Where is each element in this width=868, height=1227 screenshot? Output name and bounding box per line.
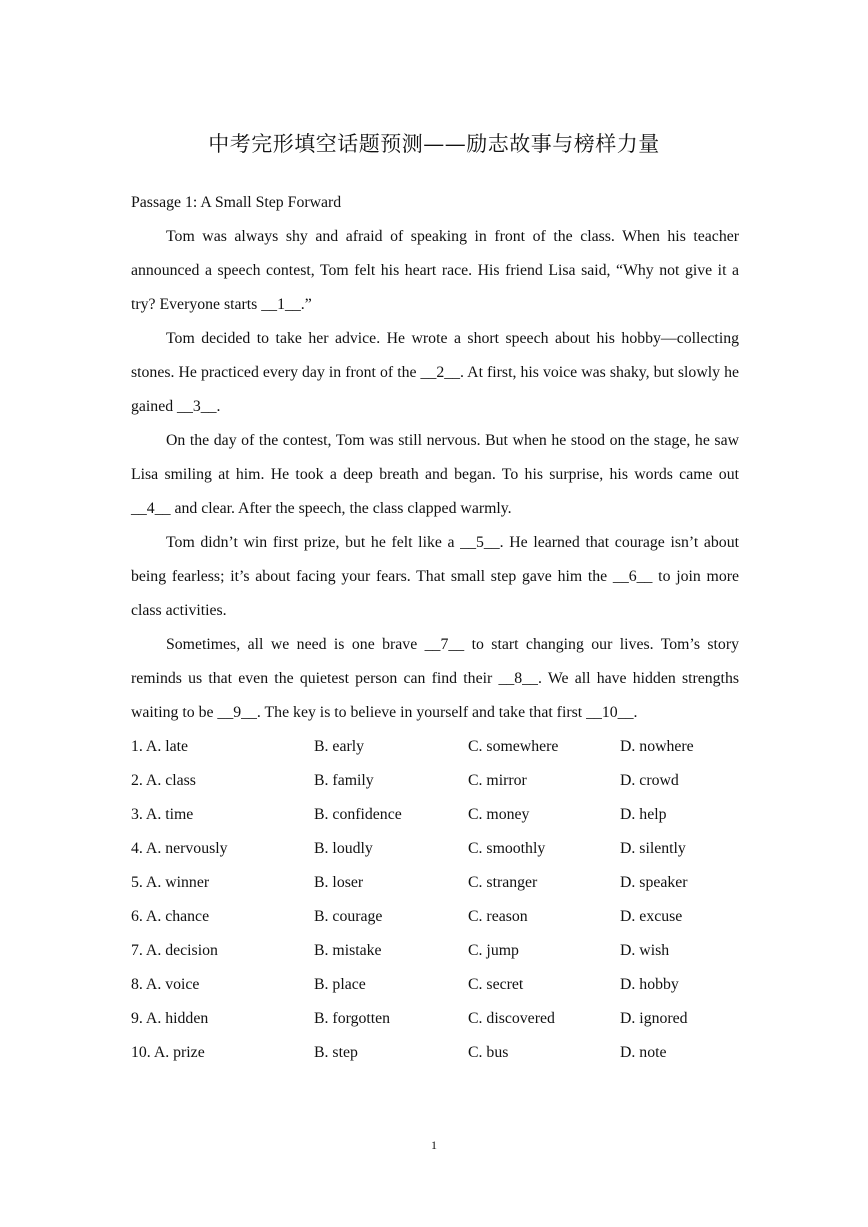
option-b: B. confidence <box>314 806 402 823</box>
option-b: B. step <box>314 1044 358 1061</box>
paragraph-2: Tom decided to take her advice. He wrote a short speech about his hobby—collecting stones. He practiced every day in front of the __2__. At first, his voice was shaky, but slowly he gained __3__. <box>131 330 739 415</box>
paragraph-5: Sometimes, all we need is one brave __7__ to start changing our lives. Tom’s story reminds us that even the quietest person can find their __8__. We all have hidden strengths waiting to be __9__. The key is to believe in yourself and take that first __10__. <box>131 636 739 721</box>
paragraph-4: Tom didn’t win first prize, but he felt like a __5__. He learned that courage isn’t about being fearless; it’s about facing your fears. That small step gave him the __6__ to join more class activities. <box>131 534 739 619</box>
option-d: D. ignored <box>620 1010 688 1027</box>
option-d: D. speaker <box>620 874 688 891</box>
option-d: D. excuse <box>620 908 683 925</box>
option-row-3 <box>131 798 739 832</box>
option-b: B. mistake <box>314 942 382 959</box>
passage-content <box>131 186 739 1070</box>
option-c: C. discovered <box>468 1010 555 1027</box>
option-c: C. stranger <box>468 874 538 891</box>
paragraph-1: Tom was always shy and afraid of speaking in front of the class. When his teacher announced a speech contest, Tom felt his heart race. His friend Lisa said, “Why not give it a try? Everyone starts __1__.” <box>131 228 739 313</box>
option-c: C. smoothly <box>468 840 546 857</box>
option-d: D. note <box>620 1044 667 1061</box>
option-c: C. secret <box>468 976 524 993</box>
option-c: C. jump <box>468 942 519 959</box>
option-d: D. silently <box>620 840 686 857</box>
option-b: B. early <box>314 738 365 755</box>
option-row-7 <box>131 934 739 968</box>
option-d: D. wish <box>620 942 670 959</box>
option-c: C. money <box>468 806 530 823</box>
option-row-10 <box>131 1036 739 1070</box>
option-b: B. forgotten <box>314 1010 391 1027</box>
option-a: 7. A. decision <box>131 942 218 959</box>
option-d: D. crowd <box>620 772 679 789</box>
option-a: 10. A. prize <box>131 1044 205 1061</box>
answer-options <box>131 730 739 1070</box>
passage-heading: Passage 1: A Small Step Forward <box>131 194 342 211</box>
page-title: 中考完形填空话题预测——励志故事与榜样力量 <box>208 132 660 157</box>
option-c: C. reason <box>468 908 528 925</box>
option-c: C. mirror <box>468 772 527 789</box>
option-d: D. hobby <box>620 976 679 993</box>
option-row-8 <box>131 968 739 1002</box>
option-b: B. place <box>314 976 366 993</box>
option-b: B. loser <box>314 874 364 891</box>
option-b: B. loudly <box>314 840 373 857</box>
option-row-2 <box>131 764 739 798</box>
option-a: 3. A. time <box>131 806 194 823</box>
option-row-4 <box>131 832 739 866</box>
option-a: 1. A. late <box>131 738 189 755</box>
option-a: 2. A. class <box>131 772 196 789</box>
option-a: 4. A. nervously <box>131 840 228 857</box>
option-row-1 <box>131 730 739 764</box>
option-row-9 <box>131 1002 739 1036</box>
option-d: D. nowhere <box>620 738 694 755</box>
option-a: 8. A. voice <box>131 976 200 993</box>
option-a: 5. A. winner <box>131 874 210 891</box>
option-row-5 <box>131 866 739 900</box>
option-a: 9. A. hidden <box>131 1010 209 1027</box>
option-a: 6. A. chance <box>131 908 210 925</box>
page-number: 1 <box>431 1138 437 1152</box>
option-c: C. somewhere <box>468 738 559 755</box>
option-row-6 <box>131 900 739 934</box>
option-d: D. help <box>620 806 667 823</box>
option-c: C. bus <box>468 1044 509 1061</box>
paragraph-3: On the day of the contest, Tom was still nervous. But when he stood on the stage, he saw Lisa smiling at him. He took a deep breath and began. To his surprise, his words came out __4__ and clear. After the speech, the class clapped warmly. <box>131 432 739 517</box>
option-b: B. courage <box>314 908 383 925</box>
option-b: B. family <box>314 772 374 789</box>
